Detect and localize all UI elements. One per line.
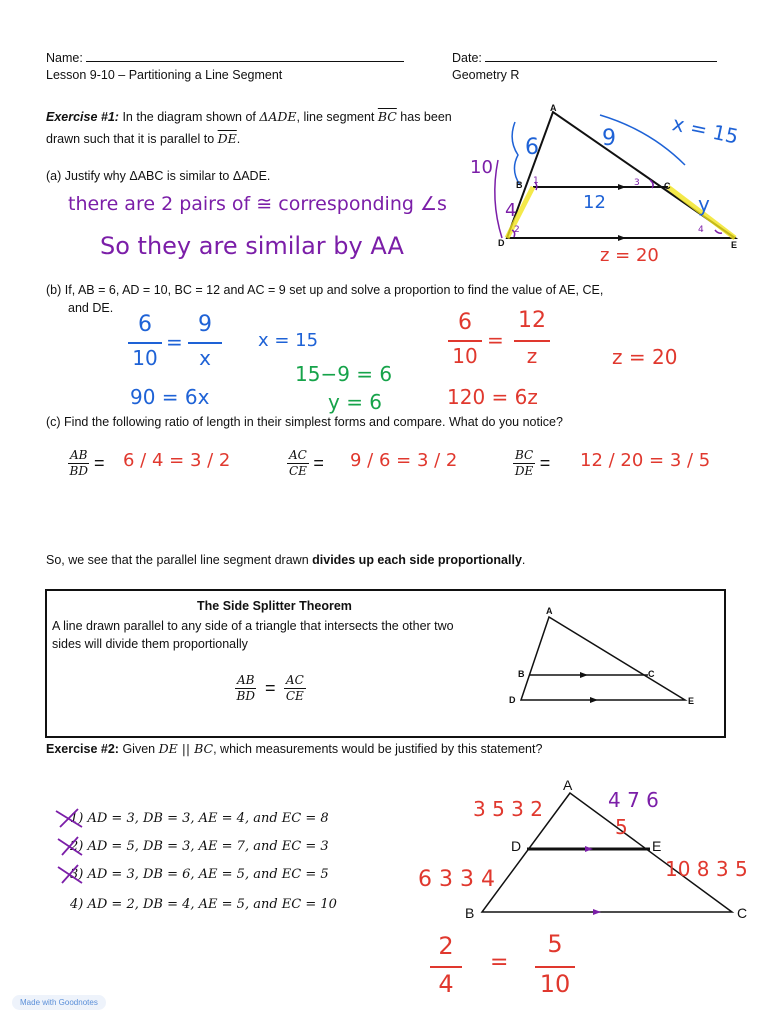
hw-angle-1: 1 <box>533 176 539 186</box>
name-label: Name: <box>46 50 404 66</box>
hw-angle-4: 4 <box>698 225 704 235</box>
exercise2-prompt: Exercise #2: Given DE || BC, which measurements would be justified by this statement? <box>46 741 543 756</box>
hw-ex2-equals: = <box>490 950 509 975</box>
hw-p2-eq: = <box>487 328 504 352</box>
hw-nine: 9 <box>602 126 616 151</box>
hw-p1-result: x = 15 <box>258 330 319 351</box>
hw-ten: 10 <box>470 157 493 178</box>
ratio-ab-bd: $\frac{AB}{BD}$ = <box>69 448 105 478</box>
hw-ratio-2: 9 / 6 = 3 / 2 <box>350 450 458 471</box>
hw-p1-rden: x <box>199 346 211 370</box>
goodnotes-watermark: Made with Goodnotes <box>12 995 106 1010</box>
hw-ratio-3: 12 / 20 = 3 / 5 <box>580 450 711 471</box>
theorem-title: The Side Splitter Theorem <box>197 599 352 613</box>
hw-ex2-frac-right-den: 10 <box>539 970 571 998</box>
hw-six: 6 <box>525 135 539 160</box>
lesson-title: Lesson 9-10 – Partitioning a Line Segment <box>46 68 283 82</box>
hw-p2-bar <box>448 340 482 342</box>
option-1[interactable]: 1) AD = 3, DB = 3, AE = 4, and EC = 8 <box>70 811 329 826</box>
theorem-line1: A line drawn parallel to any side of a triangle that intersects the other two <box>52 619 454 633</box>
hw-p1-sub: 15−9 = 6 <box>295 362 393 386</box>
ex2-vertex-c: C <box>737 905 748 921</box>
hw-z-equals: z = 20 <box>600 245 659 266</box>
hw-four: 4 <box>505 200 517 221</box>
conclusion-text: So, we see that the parallel line segment drawn divides up each side proportionally. <box>46 553 526 567</box>
hw-ex2-right-top: 4 7 6 <box>608 788 659 812</box>
hw-p1-num: 6 <box>138 312 152 337</box>
hw-justify-line2: So they are similar by AA <box>100 232 404 260</box>
hw-p2-rden: z <box>526 344 538 368</box>
ex2-vertex-a: A <box>563 777 573 793</box>
hw-p2-rnum: 12 <box>518 308 546 333</box>
theorem-vertex-d: D <box>509 695 516 705</box>
ex2-vertex-d: D <box>511 838 522 854</box>
hw-ex2-frac-left-num: 2 <box>438 932 454 960</box>
hw-justify-line1: there are 2 pairs of ≅ corresponding ∠s <box>68 193 447 215</box>
theorem-vertex-c: C <box>648 669 655 679</box>
part-b-question-line2: and DE. <box>68 301 114 315</box>
vertex-b-label: B <box>516 180 523 190</box>
date-label: Date: <box>452 50 717 66</box>
hw-p1-cross: 90 = 6x <box>130 385 210 409</box>
theorem-proportion: $\frac{AB}{BD}$ = $\frac{AC}{CE}$ <box>236 673 304 703</box>
hw-angle-2: 2 <box>514 225 520 235</box>
hw-ex2-left-top: 3 5 3 2 <box>473 797 543 821</box>
hw-p1-eq: = <box>166 330 183 354</box>
hw-angle-3: 3 <box>634 178 640 188</box>
hw-ex2-frac-left-bar <box>430 966 462 968</box>
option-3[interactable]: 3) AD = 3, DB = 6, AE = 5, and EC = 5 <box>70 867 329 882</box>
hw-y: y <box>698 192 710 216</box>
hw-ex2-ae: 5 <box>615 815 628 839</box>
exercise1-intro: Exercise #1: In the diagram shown of ΔADE, line segment $\overline{BC}$ has been <box>46 109 452 124</box>
hw-ex2-frac-left-den: 4 <box>438 970 454 998</box>
cross-out-marks <box>52 805 92 885</box>
option-4[interactable]: 4) AD = 2, DB = 4, AE = 5, and EC = 10 <box>70 897 337 912</box>
hw-p1-rbar <box>188 342 222 344</box>
hw-ex2-left-mid: 6 3 3 4 <box>418 867 495 892</box>
theorem-triangle <box>505 605 705 705</box>
theorem-vertex-b: B <box>518 669 525 679</box>
course-name: Geometry R <box>452 68 520 82</box>
hw-x-equals: x = 15 <box>670 111 741 149</box>
ex2-vertex-b: B <box>465 905 475 921</box>
hw-p2-rbar <box>514 340 550 342</box>
part-a-question: (a) Justify why ΔABC is similar to ΔADE. <box>46 169 271 183</box>
hw-ratio-1: 6 / 4 = 3 / 2 <box>123 450 231 471</box>
hw-p1-bar <box>128 342 162 344</box>
hw-ex2-frac-right-num: 5 <box>547 930 563 958</box>
exercise1-intro-line2: drawn such that it is parallel to $\overline{DE}$. <box>46 131 241 146</box>
hw-p1-den: 10 <box>132 346 158 370</box>
ex2-vertex-e: E <box>652 838 662 854</box>
hw-p2-num: 6 <box>458 310 472 335</box>
hw-p2-den: 10 <box>452 344 478 368</box>
theorem-vertex-e: E <box>688 696 695 706</box>
theorem-line2: sides will divide them proportionally <box>52 637 248 651</box>
hw-ex2-frac-right-bar <box>535 966 575 968</box>
hw-p2-cross: 120 = 6z <box>447 385 538 409</box>
part-b-question: (b) If, AB = 6, AD = 10, BC = 12 and AC = 9 set up and solve a proportion to find the value of AE, CE, <box>46 283 604 297</box>
vertex-a-label: A <box>550 103 557 113</box>
option-2[interactable]: 2) AD = 5, DB = 3, AE = 7, and EC = 3 <box>70 839 329 854</box>
part-c-question: (c) Find the following ratio of length in their simplest forms and compare. What do you notice? <box>46 415 563 429</box>
vertex-c-label: C <box>664 181 671 191</box>
vertex-d-label: D <box>498 238 505 248</box>
hw-ex2-right-mid: 10 8 3 5 <box>665 857 748 881</box>
ratio-ac-ce: $\frac{AC}{CE}$ = <box>288 448 324 478</box>
vertex-e-label: E <box>731 240 738 250</box>
hw-twelve: 12 <box>583 192 606 213</box>
ratio-bc-de: $\frac{BC}{DE}$ = <box>514 448 551 478</box>
hw-p1-y: y = 6 <box>328 390 383 414</box>
hw-p1-rnum: 9 <box>198 312 212 337</box>
hw-p2-result: z = 20 <box>612 345 678 369</box>
theorem-vertex-a: A <box>546 606 553 616</box>
